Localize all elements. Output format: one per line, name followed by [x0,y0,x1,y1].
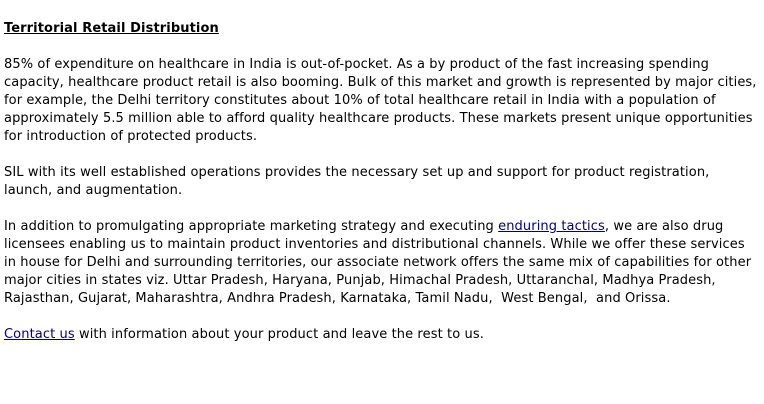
paragraph-contact [4,326,759,344]
paragraph-associate-network [4,218,759,308]
contact-us-link[interactable]: Contact us [4,327,75,342]
paragraph-associate-network-text-after: , we are also drug licensees enabling us to maintain product inventories and distributional channels. While we offer these services in house for Delhi and surrounding territories, our associate network offers the same mix of capabilities for other major cities in states viz. Uttar Pradesh, Haryana, Punjab, Himachal Pradesh, Uttaranchal, Madhya Pradesh, Rajasthan, Gujarat, Maharashtra, Andhra Pradesh, Karnataka, Tamil Nadu, West Bengal, and Orissa. [4,219,756,306]
paragraph-associate-network-text-before: In addition to promulgating appropriate marketing strategy and executing [4,219,499,234]
page-title: Territorial Retail Distribution [4,21,219,36]
paragraph-market-overview: 85% of expenditure on healthcare in India is out-of-pocket. As a by product of the fast increasing spending capacity, healthcare product retail is also booming. Bulk of this market and growth is represented by major cities, for example, the Delhi territory constitutes about 10% of total healthcare retail in India with a population of approximately 5.5 million able to afford quality healthcare products. These markets present unique opportunities for introduction of protected products. [4,57,761,144]
paragraph-sil-operations: SIL with its well established operations provides the necessary set up and support for product registration, launch, and augmentation. [4,165,714,198]
enduring-tactics-link[interactable]: enduring tactics [498,219,605,234]
paragraph-contact-text: with information about your product and leave the rest to us. [74,327,484,342]
